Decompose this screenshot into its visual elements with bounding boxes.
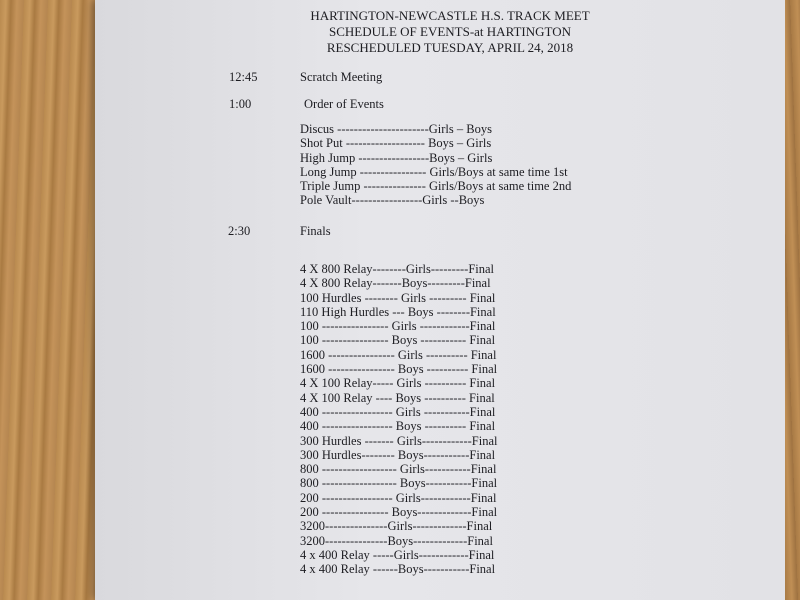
header-line-2: SCHEDULE OF EVENTS-at HARTINGTON: [329, 24, 571, 39]
time-finals: 2:30: [228, 224, 251, 238]
final-line: 4 X 800 Relay--------Girls---------Final: [300, 262, 495, 276]
final-line: 4 X 100 Relay ---- Boys ---------- Final: [300, 390, 495, 405]
final-line: 300 Hurdles-------- Boys-----------Final: [300, 447, 496, 462]
final-line: 200 ---------------- Boys-------------Final: [300, 505, 498, 520]
time-order: 1:00: [229, 97, 252, 111]
field-events-list: [300, 122, 571, 208]
event-line: Shot Put ------------------- Boys – Girls: [300, 136, 492, 151]
time-scratch: 12:45: [229, 70, 258, 84]
event-line: Triple Jump --------------- Girls/Boys at same time 2nd: [300, 179, 572, 194]
header-line-3: RESCHEDULED TUESDAY, APRIL 24, 2018: [326, 40, 574, 55]
label-order: Order of Events: [304, 97, 384, 111]
final-line: 800 ------------------ Girls-----------Final: [300, 462, 497, 477]
document-header: [300, 8, 600, 56]
event-line: High Jump -----------------Boys – Girls: [300, 150, 493, 165]
final-line: 1600 ---------------- Boys ---------- Final: [300, 362, 498, 377]
final-line: 800 ------------------ Boys-----------Final: [300, 476, 498, 491]
final-line: 4 X 100 Relay----- Girls ---------- Final: [300, 376, 496, 391]
header-line-1: HARTINGTON-NEWCASTLE H.S. TRACK MEET: [310, 8, 590, 23]
final-line: 4 x 400 Relay ------Boys-----------Final: [300, 562, 496, 577]
event-line: Pole Vault-----------------Girls --Boys: [300, 193, 485, 208]
final-line: 300 Hurdles ------- Girls------------Final: [300, 433, 498, 448]
final-line: 3200---------------Boys-------------Final: [300, 533, 493, 548]
final-line: 3200---------------Girls-------------Final: [300, 519, 493, 534]
final-line: 400 ----------------- Girls -----------Final: [300, 404, 496, 419]
finals-list: [300, 262, 498, 577]
final-line: 100 ---------------- Girls ------------Final: [300, 319, 496, 334]
final-line: 200 ----------------- Girls------------Final: [300, 490, 497, 505]
final-line: 400 ----------------- Boys ---------- Final: [300, 419, 496, 434]
label-finals: Finals: [300, 224, 331, 238]
final-line: 4 X 800 Relay-------Boys---------Final: [300, 276, 491, 291]
final-line: 4 x 400 Relay -----Girls------------Final: [300, 547, 495, 562]
wood-edge: [785, 0, 800, 600]
final-line: 100 ---------------- Boys ----------- Final: [300, 333, 496, 348]
event-line: Long Jump ---------------- Girls/Boys at same time 1st: [300, 164, 568, 179]
final-line: 1600 ---------------- Girls ---------- Final: [300, 347, 497, 362]
event-line: Discus ----------------------Girls – Boys: [300, 122, 492, 136]
final-line: 110 High Hurdles --- Boys --------Final: [300, 304, 496, 319]
label-scratch: Scratch Meeting: [300, 70, 383, 84]
final-line: 100 Hurdles -------- Girls --------- Final: [300, 290, 496, 305]
